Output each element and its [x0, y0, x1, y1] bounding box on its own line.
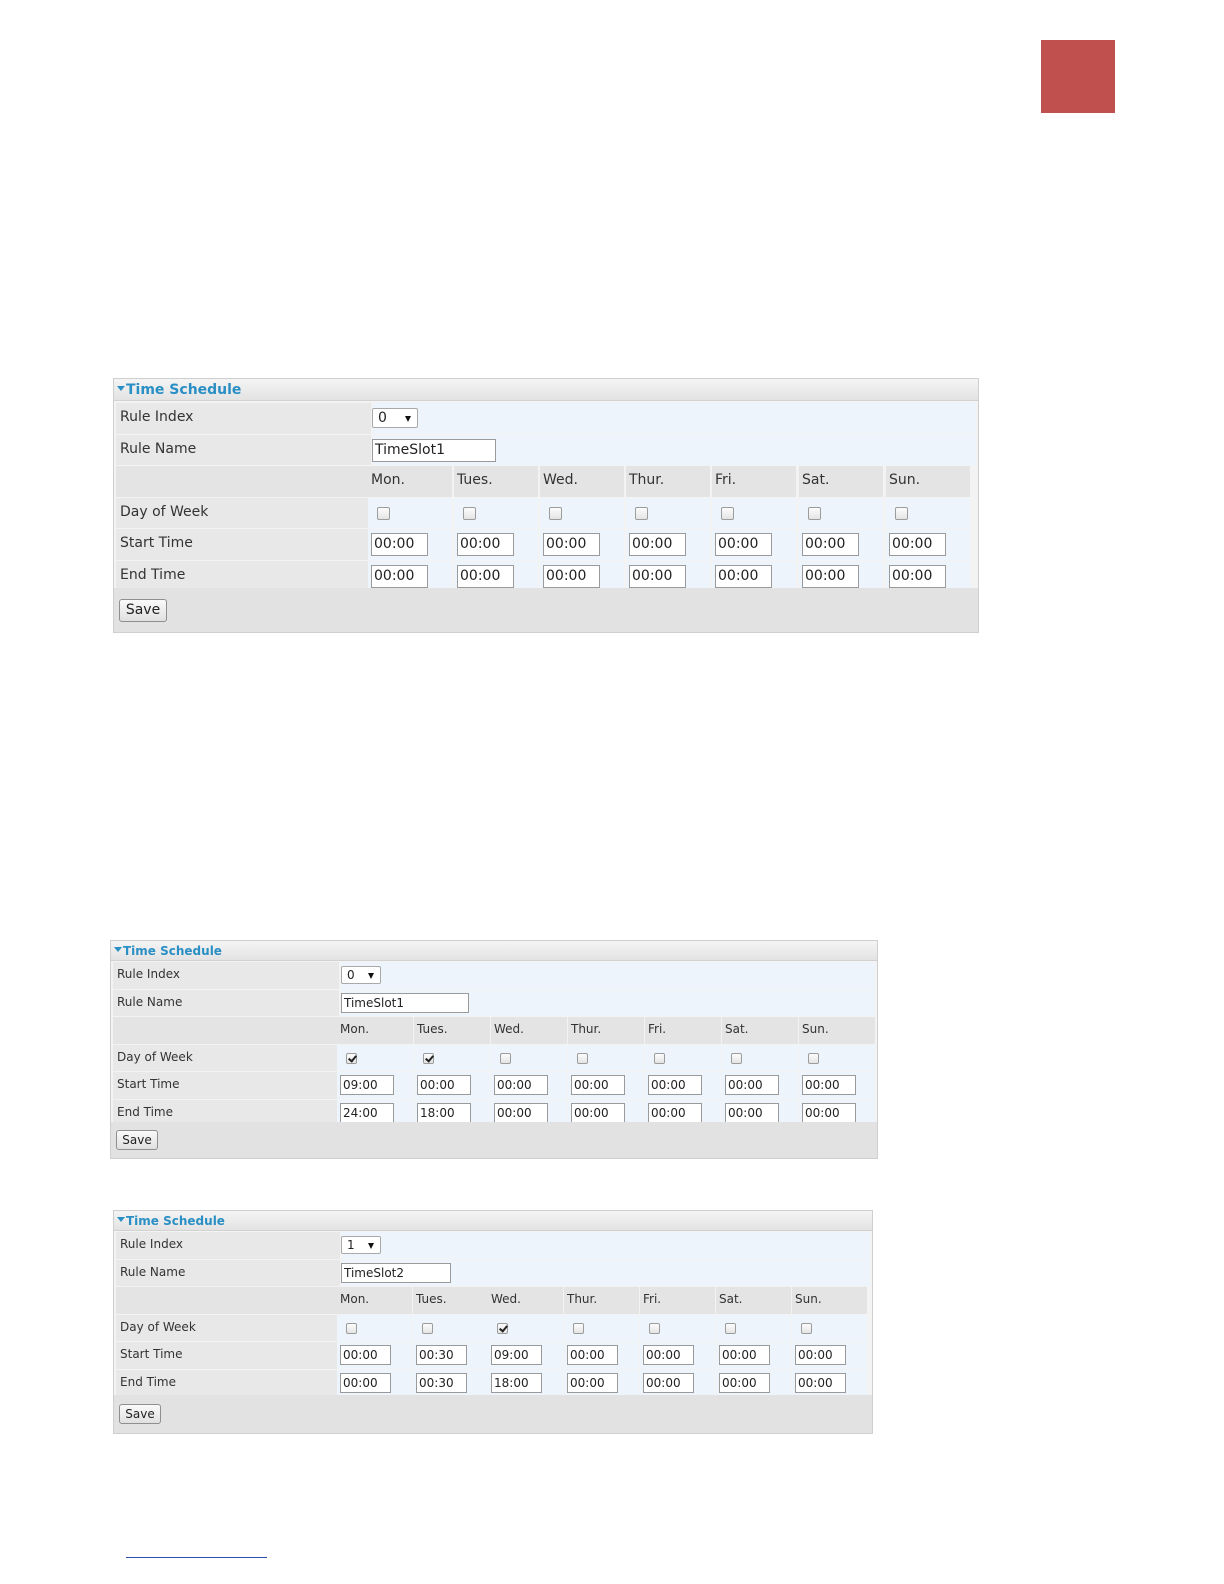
rule-name-value-cell — [342, 1260, 870, 1287]
end-time-input-2[interactable]: 00:00 — [494, 1103, 548, 1123]
day-header-blank-cell — [116, 1287, 340, 1314]
save-button[interactable]: Save — [119, 1404, 161, 1424]
day-header-label: Sat. — [725, 1022, 749, 1036]
day-checkbox-6[interactable] — [808, 1053, 819, 1064]
day-header-2 — [488, 1287, 563, 1314]
day-header-label: Mon. — [340, 1292, 370, 1306]
end-time-input-4[interactable]: 00:00 — [643, 1373, 694, 1393]
day-header-6 — [792, 1287, 867, 1314]
day-of-week-label: Day of Week — [117, 1049, 193, 1064]
day-header-0 — [337, 1287, 412, 1314]
day-cell-4 — [645, 1045, 721, 1072]
day-cell-2 — [491, 1072, 567, 1099]
day-checkbox-1[interactable] — [422, 1323, 433, 1334]
day-cell-1 — [454, 529, 538, 560]
save-bar — [114, 1395, 872, 1433]
day-header-label: Wed. — [494, 1022, 524, 1036]
day-cell-4 — [640, 1315, 715, 1342]
rule-index-select[interactable] — [341, 966, 381, 984]
day-of-week-label: Day of Week — [120, 1319, 196, 1334]
day-checkbox-3[interactable] — [573, 1323, 584, 1334]
start-time-input-1[interactable]: 00:30 — [416, 1345, 467, 1365]
day-cell-6 — [799, 1072, 875, 1099]
day-header-5 — [716, 1287, 791, 1314]
rule-index-row — [111, 962, 877, 989]
panel-title: Time Schedule — [126, 382, 242, 398]
start-time-label-cell — [116, 1342, 340, 1369]
day-cell-0 — [337, 1315, 412, 1342]
day-header-3 — [564, 1287, 639, 1314]
day-cell-5 — [722, 1045, 798, 1072]
start-time-input-0[interactable]: 09:00 — [340, 1075, 394, 1095]
day-header-label: Tues. — [457, 472, 493, 488]
day-cell-2 — [488, 1370, 563, 1397]
day-header-1 — [413, 1287, 488, 1314]
save-button[interactable]: Save — [116, 1130, 158, 1150]
end-time-input-6[interactable]: 00:00 — [889, 565, 946, 588]
day-cell-6 — [886, 529, 970, 560]
time-schedule-panel — [113, 378, 979, 633]
day-header-label: Sun. — [889, 472, 921, 488]
rule-index-selected-value: 0 — [347, 968, 355, 982]
day-cell-0 — [337, 1342, 412, 1369]
rule-name-label-cell — [116, 1260, 340, 1287]
start-time-row — [111, 1072, 877, 1099]
day-checkbox-2[interactable] — [500, 1053, 511, 1064]
rule-index-label-cell — [116, 1232, 340, 1259]
day-header-label: Thur. — [571, 1022, 602, 1036]
start-time-row — [114, 1342, 872, 1369]
rule-name-row — [114, 435, 978, 466]
end-time-label-cell — [116, 1370, 340, 1397]
day-cell-2 — [540, 561, 624, 592]
start-time-input-3[interactable]: 00:00 — [629, 533, 686, 556]
start-time-input-5[interactable]: 00:00 — [719, 1345, 770, 1365]
rule-name-label: Rule Name — [117, 994, 183, 1009]
day-checkbox-6[interactable] — [895, 507, 908, 520]
day-header-label: Sun. — [802, 1022, 829, 1036]
start-time-label-cell — [116, 529, 371, 560]
day-header-label: Thur. — [629, 472, 665, 488]
start-time-input-3[interactable]: 00:00 — [567, 1345, 618, 1365]
day-cell-4 — [712, 498, 796, 529]
panel-title: Time Schedule — [123, 944, 222, 958]
collapse-caret-icon[interactable] — [114, 947, 122, 952]
day-checkbox-3[interactable] — [577, 1053, 588, 1064]
day-cell-6 — [792, 1315, 867, 1342]
day-cell-5 — [716, 1342, 791, 1369]
start-time-label: Start Time — [120, 1347, 183, 1361]
day-header-label: Mon. — [340, 1022, 370, 1036]
end-time-input-3[interactable]: 00:00 — [571, 1103, 625, 1123]
day-cell-1 — [413, 1342, 488, 1369]
day-cell-0 — [337, 1370, 412, 1397]
day-cell-5 — [722, 1072, 798, 1099]
day-of-week-row — [114, 498, 978, 529]
rule-name-input[interactable]: TimeSlot1 — [341, 993, 469, 1013]
day-checkbox-1[interactable] — [463, 507, 476, 520]
day-cell-2 — [540, 529, 624, 560]
end-time-input-0[interactable]: 00:00 — [371, 565, 428, 588]
time-schedule-panel — [113, 1210, 873, 1434]
start-time-input-2[interactable]: 09:00 — [491, 1345, 542, 1365]
rule-name-value-cell — [373, 435, 976, 466]
start-time-input-5[interactable]: 00:00 — [725, 1075, 779, 1095]
day-checkbox-4[interactable] — [721, 507, 734, 520]
day-header-6 — [886, 466, 970, 497]
day-checkbox-5[interactable] — [731, 1053, 742, 1064]
end-time-input-5[interactable]: 00:00 — [802, 565, 859, 588]
start-time-input-4[interactable]: 00:00 — [648, 1075, 702, 1095]
start-time-label: Start Time — [120, 535, 193, 551]
day-cell-1 — [454, 498, 538, 529]
end-time-input-0[interactable]: 24:00 — [340, 1103, 394, 1123]
end-time-label-cell — [116, 561, 371, 592]
day-of-week-row — [111, 1045, 877, 1072]
day-header-label: Tues. — [416, 1292, 447, 1306]
day-cell-2 — [540, 498, 624, 529]
chevron-down-icon — [405, 416, 411, 422]
day-header-label: Tues. — [417, 1022, 448, 1036]
day-header-4 — [645, 1017, 721, 1044]
day-header-label: Mon. — [371, 472, 405, 488]
end-time-input-0[interactable]: 00:00 — [340, 1373, 391, 1393]
rule-index-label: Rule Index — [120, 1237, 183, 1251]
day-header-label: Sat. — [719, 1292, 743, 1306]
start-time-input-5[interactable]: 00:00 — [802, 533, 859, 556]
day-cell-0 — [368, 529, 452, 560]
footer-rule — [126, 1557, 267, 1558]
day-header-1 — [454, 466, 538, 497]
day-cell-1 — [413, 1315, 488, 1342]
day-cell-6 — [792, 1370, 867, 1397]
day-header-3 — [568, 1017, 644, 1044]
day-header-6 — [799, 1017, 875, 1044]
end-time-label: End Time — [117, 1104, 173, 1119]
start-time-input-2[interactable]: 00:00 — [543, 533, 600, 556]
rule-name-label: Rule Name — [120, 440, 197, 457]
day-header-row — [114, 466, 978, 497]
rule-index-label: Rule Index — [120, 409, 194, 425]
rule-index-label-cell — [116, 403, 371, 434]
save-button[interactable]: Save — [119, 599, 167, 622]
day-cell-3 — [568, 1072, 644, 1099]
day-header-label: Fri. — [643, 1292, 662, 1306]
rule-index-value-cell — [373, 403, 976, 434]
panel-title: Time Schedule — [126, 1214, 225, 1228]
day-cell-0 — [337, 1045, 413, 1072]
day-cell-4 — [645, 1072, 721, 1099]
rule-index-row — [114, 1232, 872, 1259]
day-cell-2 — [488, 1315, 563, 1342]
day-cell-5 — [799, 498, 883, 529]
rule-name-row — [114, 1260, 872, 1287]
day-cell-1 — [414, 1072, 490, 1099]
start-time-input-4[interactable]: 00:00 — [715, 533, 772, 556]
panel-header[interactable] — [114, 1211, 872, 1231]
panel-header[interactable] — [114, 379, 978, 401]
day-header-blank-cell — [113, 1017, 339, 1044]
day-header-row — [114, 1287, 872, 1314]
start-time-input-6[interactable]: 00:00 — [795, 1345, 846, 1365]
day-cell-2 — [491, 1045, 567, 1072]
day-cell-1 — [414, 1045, 490, 1072]
end-time-input-4[interactable]: 00:00 — [648, 1103, 702, 1123]
day-header-3 — [626, 466, 710, 497]
end-time-input-2[interactable]: 00:00 — [543, 565, 600, 588]
day-cell-3 — [568, 1045, 644, 1072]
day-cell-2 — [488, 1342, 563, 1369]
day-checkbox-0[interactable] — [346, 1323, 357, 1334]
end-time-input-6[interactable]: 00:00 — [795, 1373, 846, 1393]
start-time-input-6[interactable]: 00:00 — [802, 1075, 856, 1095]
day-cell-5 — [716, 1370, 791, 1397]
end-time-input-4[interactable]: 00:00 — [715, 565, 772, 588]
day-header-label: Sat. — [802, 472, 830, 488]
day-header-0 — [337, 1017, 413, 1044]
rule-index-label: Rule Index — [117, 967, 180, 981]
rule-name-label-cell — [116, 435, 371, 466]
rule-name-value-cell — [341, 990, 875, 1017]
day-of-week-label-cell — [113, 1045, 339, 1072]
start-time-row — [114, 529, 978, 560]
start-time-input-1[interactable]: 00:00 — [417, 1075, 471, 1095]
rule-index-select[interactable] — [341, 1236, 381, 1254]
end-time-input-2[interactable]: 18:00 — [491, 1373, 542, 1393]
day-cell-0 — [368, 498, 452, 529]
day-checkbox-3[interactable] — [635, 507, 648, 520]
day-cell-3 — [626, 529, 710, 560]
day-header-label: Thur. — [567, 1292, 598, 1306]
day-cell-3 — [564, 1370, 639, 1397]
end-time-row — [114, 1370, 872, 1397]
panel-header[interactable] — [111, 941, 877, 961]
day-cell-0 — [368, 561, 452, 592]
day-checkbox-0[interactable] — [346, 1053, 357, 1064]
start-time-input-0[interactable]: 00:00 — [340, 1345, 391, 1365]
day-checkbox-0[interactable] — [377, 507, 390, 520]
rule-index-value-cell — [342, 1232, 870, 1259]
rule-index-value-cell — [341, 962, 875, 989]
rule-name-label: Rule Name — [120, 1264, 186, 1279]
chevron-down-icon — [368, 1243, 374, 1249]
day-of-week-row — [114, 1315, 872, 1342]
day-of-week-label: Day of Week — [120, 503, 209, 520]
day-checkbox-5[interactable] — [808, 507, 821, 520]
day-header-label: Wed. — [491, 1292, 521, 1306]
day-header-label: Fri. — [648, 1022, 667, 1036]
end-time-input-3[interactable]: 00:00 — [567, 1373, 618, 1393]
start-time-label: Start Time — [117, 1077, 180, 1091]
day-cell-4 — [640, 1342, 715, 1369]
rule-index-selected-value: 1 — [347, 1238, 355, 1252]
end-time-input-6[interactable]: 00:00 — [802, 1103, 856, 1123]
day-cell-0 — [337, 1072, 413, 1099]
end-time-label: End Time — [120, 566, 186, 583]
end-time-input-1[interactable]: 00:30 — [416, 1373, 467, 1393]
rule-name-label-cell — [113, 990, 339, 1017]
day-cell-4 — [640, 1370, 715, 1397]
collapse-caret-icon[interactable] — [117, 386, 125, 391]
day-checkbox-1[interactable] — [423, 1053, 434, 1064]
save-bar — [114, 588, 978, 632]
day-header-4 — [640, 1287, 715, 1314]
day-cell-3 — [626, 498, 710, 529]
day-cell-6 — [799, 1045, 875, 1072]
day-checkbox-4[interactable] — [654, 1053, 665, 1064]
end-time-row — [114, 561, 978, 592]
start-time-label-cell — [113, 1072, 339, 1099]
day-header-0 — [368, 466, 452, 497]
rule-index-label-cell — [113, 962, 339, 989]
day-cell-4 — [712, 561, 796, 592]
collapse-caret-icon[interactable] — [117, 1217, 125, 1222]
save-bar — [111, 1122, 877, 1158]
day-cell-6 — [886, 561, 970, 592]
day-cell-3 — [564, 1342, 639, 1369]
day-checkbox-5[interactable] — [725, 1323, 736, 1334]
end-time-input-5[interactable]: 00:00 — [725, 1103, 779, 1123]
start-time-input-6[interactable]: 00:00 — [889, 533, 946, 556]
rule-name-row — [111, 990, 877, 1017]
rule-index-selected-value: 0 — [378, 410, 387, 426]
day-header-5 — [722, 1017, 798, 1044]
day-checkbox-2[interactable] — [497, 1323, 508, 1334]
day-header-label: Sun. — [795, 1292, 822, 1306]
end-time-input-5[interactable]: 00:00 — [719, 1373, 770, 1393]
rule-index-select[interactable] — [372, 408, 418, 428]
day-cell-6 — [792, 1342, 867, 1369]
day-checkbox-6[interactable] — [801, 1323, 812, 1334]
day-cell-1 — [413, 1370, 488, 1397]
day-checkbox-4[interactable] — [649, 1323, 660, 1334]
start-time-input-1[interactable]: 00:00 — [457, 533, 514, 556]
chevron-down-icon — [368, 973, 374, 979]
day-header-2 — [491, 1017, 567, 1044]
day-header-row — [111, 1017, 877, 1044]
day-header-label: Wed. — [543, 472, 578, 488]
day-header-5 — [799, 466, 883, 497]
day-header-1 — [414, 1017, 490, 1044]
start-time-input-0[interactable]: 00:00 — [371, 533, 428, 556]
day-cell-6 — [886, 498, 970, 529]
day-cell-1 — [454, 561, 538, 592]
day-cell-5 — [716, 1315, 791, 1342]
day-cell-5 — [799, 529, 883, 560]
day-header-blank-cell — [116, 466, 371, 497]
day-cell-3 — [564, 1315, 639, 1342]
day-header-label: Fri. — [715, 472, 737, 488]
rule-name-input[interactable]: TimeSlot2 — [341, 1263, 451, 1283]
start-time-input-3[interactable]: 00:00 — [571, 1075, 625, 1095]
end-time-label: End Time — [120, 1374, 176, 1389]
end-time-input-1[interactable]: 00:00 — [457, 565, 514, 588]
page-corner-tab — [1041, 40, 1115, 113]
time-schedule-panel — [110, 940, 878, 1159]
rule-name-input[interactable]: TimeSlot1 — [372, 439, 496, 462]
day-cell-5 — [799, 561, 883, 592]
day-of-week-label-cell — [116, 1315, 340, 1342]
day-header-2 — [540, 466, 624, 497]
day-cell-3 — [626, 561, 710, 592]
day-of-week-label-cell — [116, 498, 371, 529]
rule-index-row — [114, 403, 978, 434]
day-cell-4 — [712, 529, 796, 560]
end-time-input-1[interactable]: 18:00 — [417, 1103, 471, 1123]
day-header-4 — [712, 466, 796, 497]
end-time-input-3[interactable]: 00:00 — [629, 565, 686, 588]
start-time-input-4[interactable]: 00:00 — [643, 1345, 694, 1365]
day-checkbox-2[interactable] — [549, 507, 562, 520]
start-time-input-2[interactable]: 00:00 — [494, 1075, 548, 1095]
